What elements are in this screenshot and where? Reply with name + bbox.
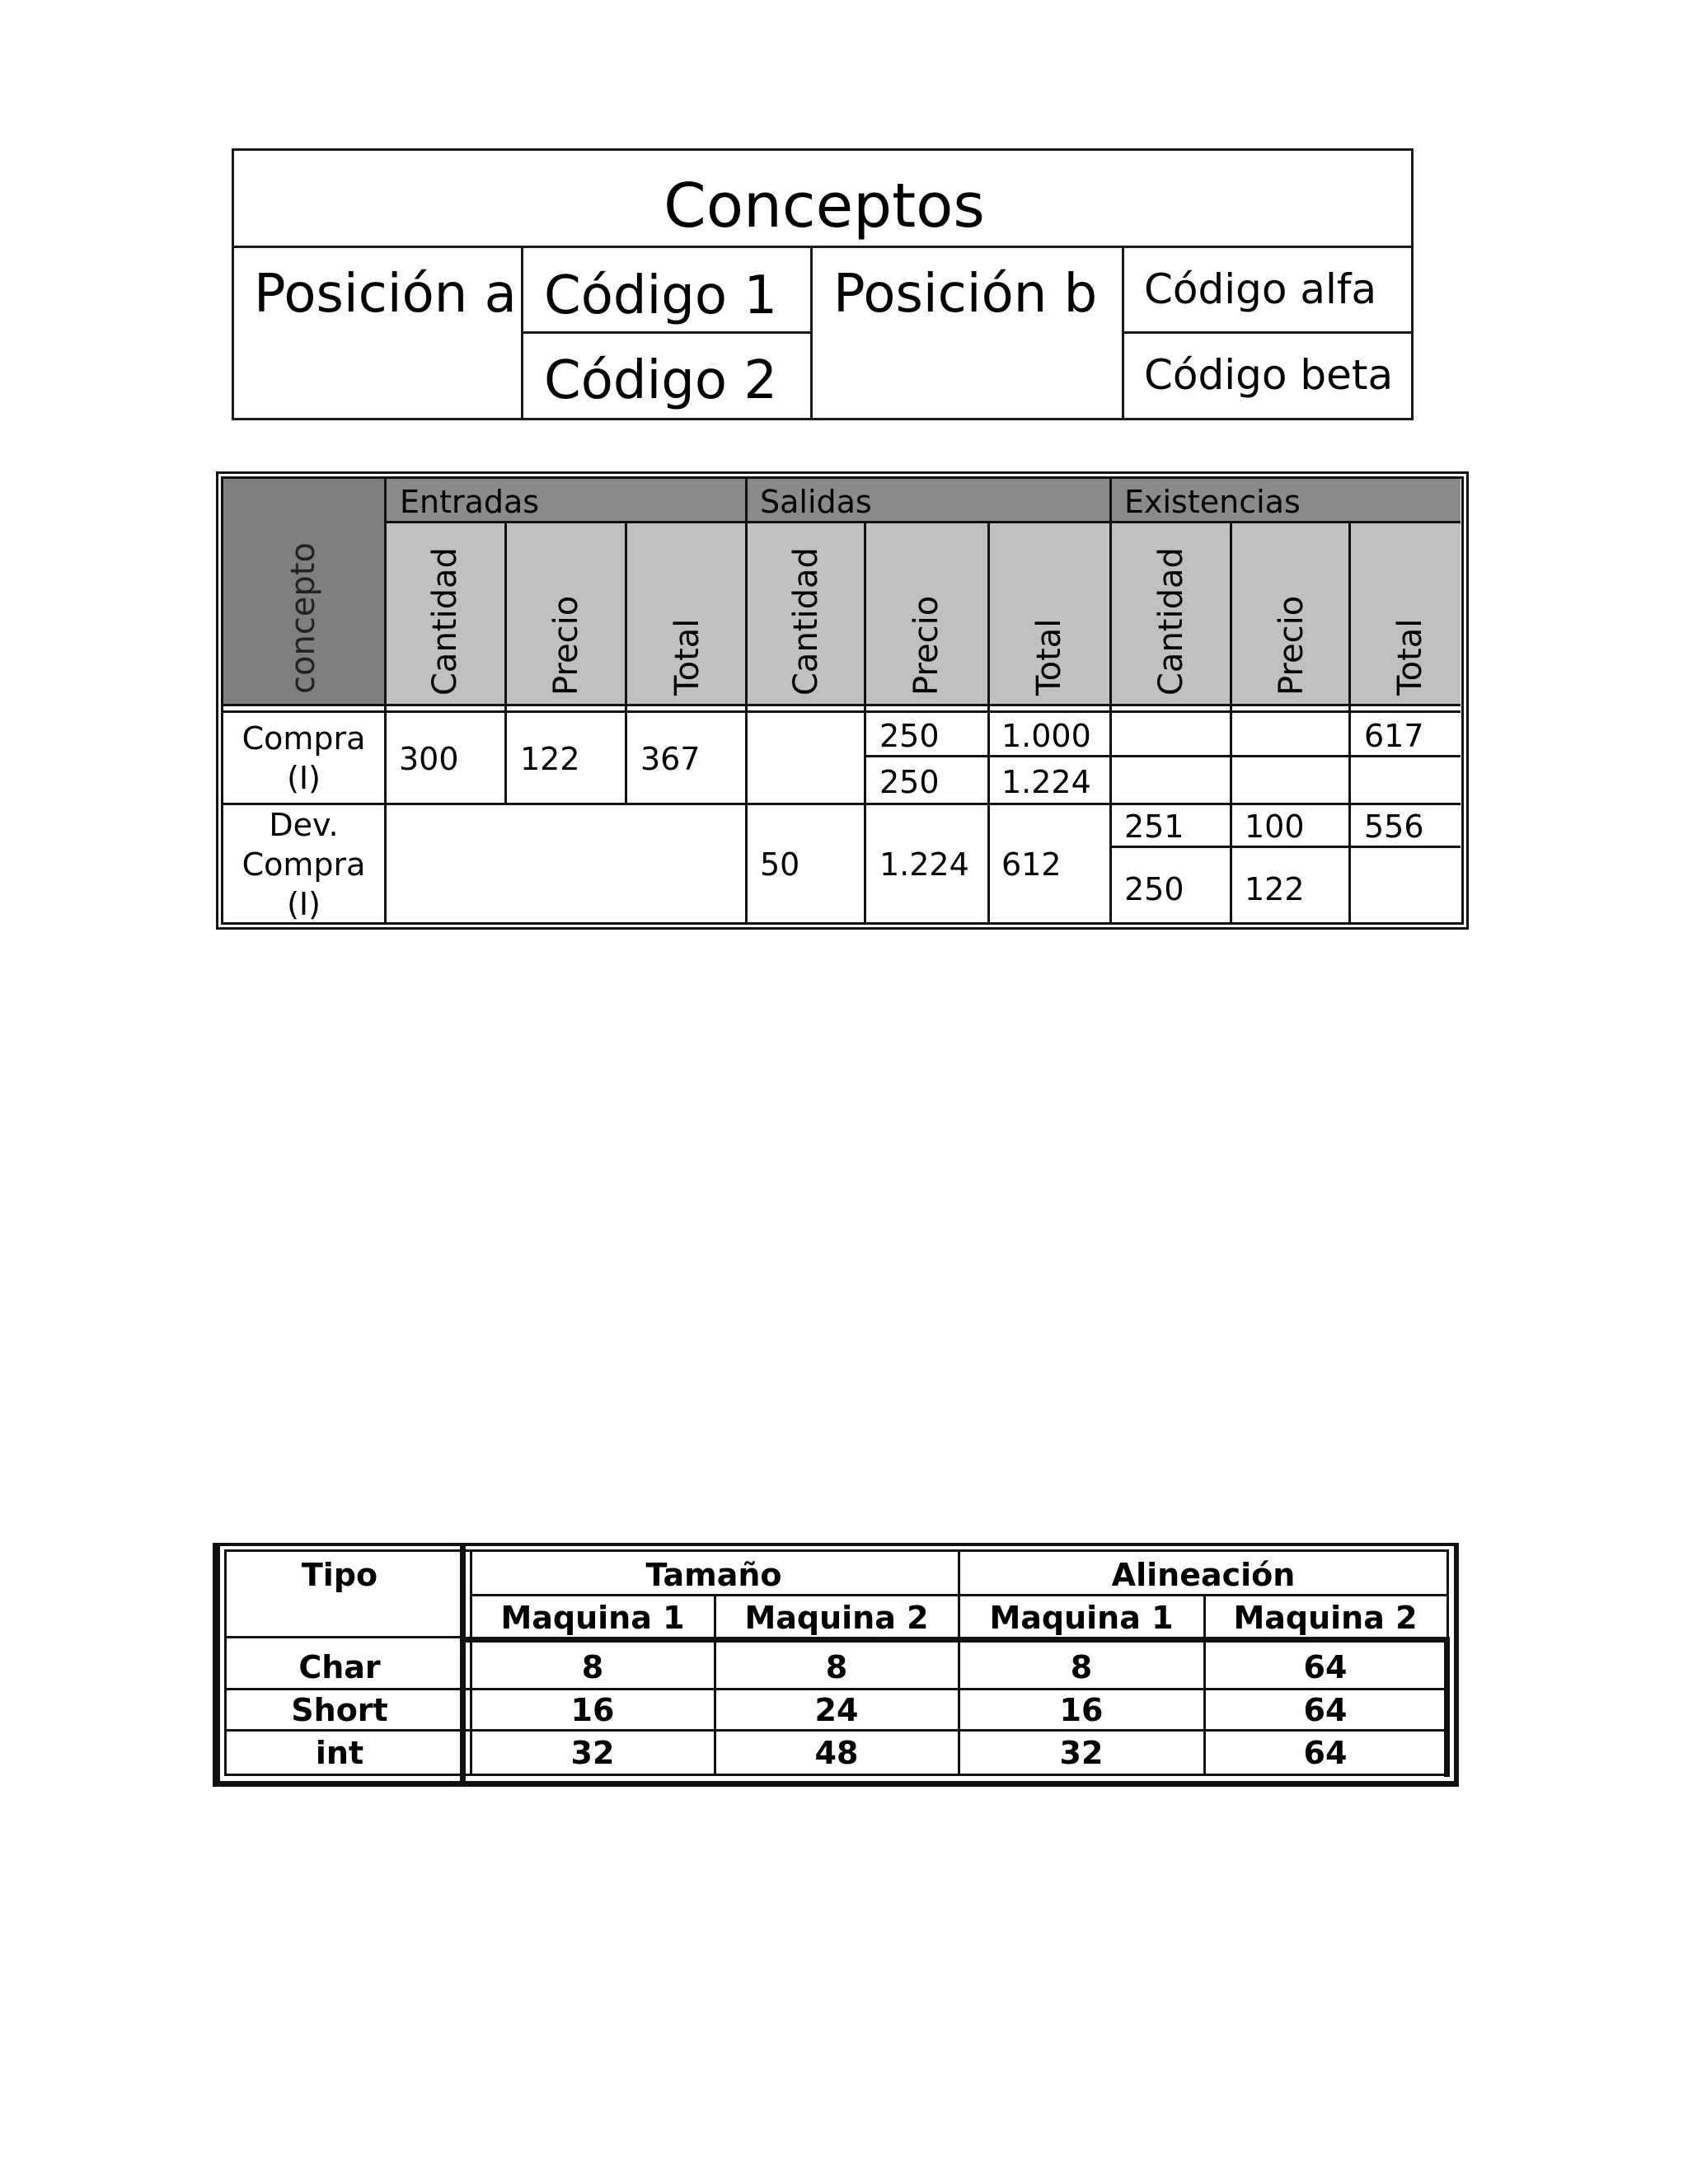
- frame-left: [213, 1543, 220, 1787]
- sub-cantidad: Cantidad: [787, 547, 825, 696]
- concepto-header: concepto: [284, 542, 322, 694]
- maquina-header: Maquina 2: [1233, 1600, 1418, 1636]
- maquina-header: Maquina 2: [744, 1600, 929, 1636]
- row-label: Dev.: [269, 807, 339, 843]
- sub-precio: Precio: [907, 595, 945, 696]
- cell-value: 250: [1124, 871, 1184, 907]
- divider: [1230, 523, 1232, 922]
- type-label: int: [315, 1735, 364, 1771]
- maquina-header: Maquina 1: [989, 1600, 1174, 1636]
- sub-precio: Precio: [1273, 595, 1311, 696]
- sub-total: Total: [1391, 618, 1429, 696]
- row-label: Compra: [241, 720, 366, 757]
- tipo-separator: [460, 1543, 466, 1787]
- sub-precio: Precio: [547, 595, 585, 696]
- frame-top: [213, 1543, 1459, 1546]
- divider: [224, 1688, 1449, 1690]
- cell-value: 100: [1245, 808, 1305, 845]
- cell-value: 617: [1364, 718, 1424, 754]
- divider: [223, 704, 1461, 706]
- divider: [223, 710, 1461, 713]
- cell-value: 367: [640, 741, 701, 777]
- type-label: Short: [291, 1692, 388, 1728]
- divider: [224, 1636, 463, 1638]
- group-salidas: Salidas: [760, 484, 872, 520]
- frame-bottom: [213, 1781, 1459, 1787]
- divider: [223, 803, 1461, 805]
- inner-left: [224, 1549, 227, 1776]
- group-existencias: Existencias: [1124, 484, 1301, 520]
- table-frame-inner: [221, 476, 1464, 925]
- cell-value: 24: [814, 1692, 859, 1728]
- cell-value: 64: [1303, 1692, 1348, 1728]
- cell-value: 250: [879, 764, 940, 800]
- cell-value: 1.224: [1001, 764, 1091, 800]
- sub-total: Total: [668, 618, 706, 696]
- inventory-table: [216, 471, 1469, 930]
- type-label: Char: [298, 1649, 381, 1685]
- codigo-1: Código 1: [544, 265, 778, 326]
- sub-cantidad: Cantidad: [1152, 547, 1190, 696]
- cell-value: 64: [1303, 1735, 1348, 1771]
- cell-value: 32: [570, 1735, 615, 1771]
- divider: [224, 1729, 1449, 1732]
- row-label: (I): [287, 760, 321, 796]
- sub-cantidad: Cantidad: [426, 547, 464, 696]
- codigo-alfa: Código alfa: [1144, 265, 1377, 313]
- divider: [521, 331, 811, 334]
- divider: [384, 479, 387, 922]
- cell-value: 122: [520, 741, 580, 777]
- divider: [1348, 523, 1351, 922]
- divider: [864, 755, 1461, 757]
- maquina-header: Maquina 1: [500, 1600, 685, 1636]
- tamano-header: Tamaño: [645, 1557, 782, 1593]
- data-box-right: [1444, 1637, 1450, 1777]
- alineacion-header: Alineación: [1111, 1557, 1296, 1593]
- divider: [625, 523, 627, 804]
- divider: [864, 523, 866, 922]
- tipo-header: Tipo: [301, 1557, 378, 1593]
- cell-value: 1.000: [1001, 718, 1091, 754]
- data-box-top: [463, 1637, 1449, 1643]
- codigo-2: Código 2: [544, 350, 778, 411]
- tipo-separator-inner: [470, 1549, 472, 1776]
- cell-value: 250: [879, 718, 940, 754]
- divider: [232, 246, 1414, 248]
- codigo-beta: Código beta: [1144, 351, 1394, 399]
- divider: [745, 479, 748, 922]
- posicion-a: Posición a: [254, 264, 517, 325]
- cell-value: 300: [399, 741, 459, 777]
- cell-value: 50: [760, 846, 800, 883]
- divider: [714, 1594, 716, 1776]
- divider: [1122, 331, 1414, 334]
- divider: [1203, 1594, 1206, 1776]
- inner-top: [224, 1549, 1449, 1552]
- cell-value: 122: [1245, 871, 1305, 907]
- cell-value: 8: [1070, 1649, 1093, 1685]
- divider: [224, 1774, 1449, 1776]
- cell-value: 64: [1303, 1649, 1348, 1685]
- cell-value: 556: [1364, 808, 1424, 845]
- divider: [384, 521, 1461, 523]
- divider: [958, 1549, 960, 1776]
- divider: [1109, 479, 1112, 922]
- cell-value: 32: [1059, 1735, 1104, 1771]
- posicion-b: Posición b: [833, 264, 1098, 325]
- divider: [987, 523, 990, 922]
- cell-value: 251: [1124, 808, 1184, 845]
- frame-right: [1454, 1543, 1459, 1787]
- group-entradas: Entradas: [400, 484, 540, 520]
- cell-value: 16: [570, 1692, 615, 1728]
- cell-value: 8: [825, 1649, 848, 1685]
- row-label: Compra: [241, 846, 366, 883]
- cell-value: 8: [581, 1649, 604, 1685]
- row-label: (I): [287, 886, 321, 922]
- divider: [1109, 846, 1461, 848]
- divider: [504, 523, 507, 804]
- cell-value: 48: [814, 1735, 859, 1771]
- cell-value: 16: [1059, 1692, 1104, 1728]
- cell-value: 612: [1001, 846, 1062, 883]
- sub-total: Total: [1030, 618, 1068, 696]
- types-table: [213, 1543, 1459, 1787]
- cell-value: 1.224: [879, 846, 969, 883]
- conceptos-title: Conceptos: [663, 171, 985, 241]
